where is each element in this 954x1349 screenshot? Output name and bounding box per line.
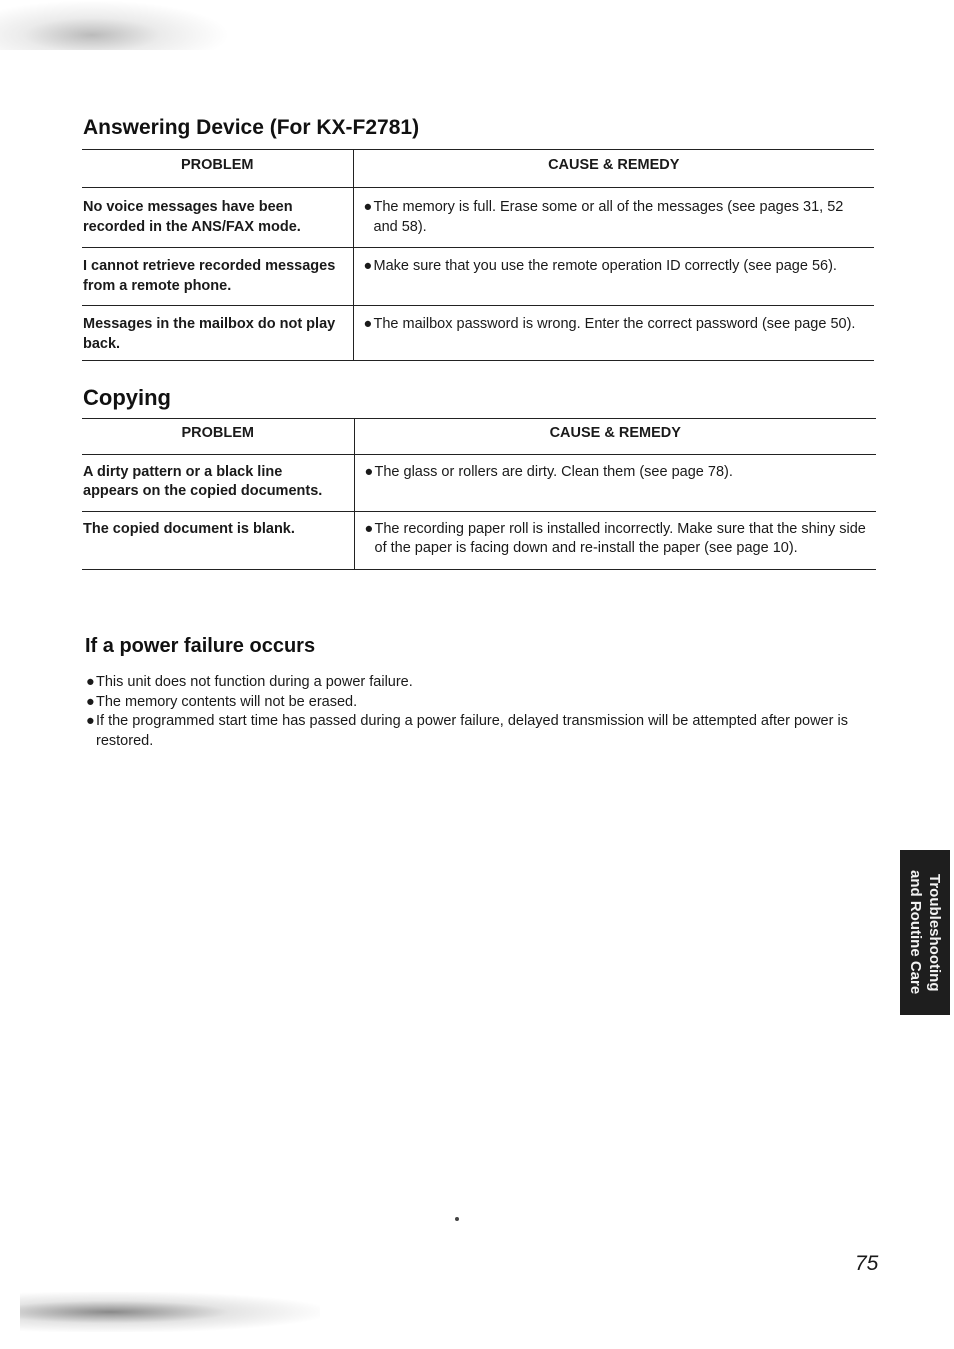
- remedy-cell: [353, 248, 874, 306]
- page-number: 75: [855, 1252, 879, 1275]
- list-item: [86, 693, 876, 713]
- problem-cell: I cannot retrieve recorded messages from a remote phone.: [82, 248, 353, 306]
- list-item: [86, 712, 876, 751]
- list-item-text: If the programmed start time has passed during a power failure, delayed transmission will be attempted after power is restored.: [96, 713, 848, 749]
- problem-cell: No voice messages have been recorded in the ANS/FAX mode.: [82, 188, 353, 248]
- chapter-side-tab: [900, 850, 950, 1015]
- list-item-text: The memory contents will not be erased.: [96, 693, 358, 710]
- list-item-text: This unit does not function during a power failure.: [96, 674, 413, 690]
- copying-table: [82, 418, 876, 570]
- scan-speck: [455, 1217, 459, 1221]
- bullet-icon: ●: [363, 258, 373, 274]
- problem-cell: A dirty pattern or a black line appears on the copied documents.: [82, 454, 354, 511]
- table-row: [82, 511, 876, 569]
- table-header-row: [82, 419, 876, 455]
- bullet-icon: ●: [363, 316, 373, 332]
- remedy-text: The memory is full. Erase some or all of the messages (see pages 31, 52 and 58).: [373, 199, 844, 235]
- section-title-power-failure: If a power failure occurs: [85, 635, 316, 657]
- bullet-icon: ●: [363, 199, 373, 215]
- remedy-cell: [353, 188, 874, 248]
- column-header-problem: PROBLEM: [82, 419, 354, 455]
- column-header-cause-remedy: CAUSE & REMEDY: [353, 150, 874, 188]
- remedy-cell: [354, 511, 876, 569]
- bullet-icon: ●: [364, 463, 374, 480]
- bullet-icon: ●: [86, 713, 95, 729]
- side-tab-label: Troubleshooting and Routine Care: [907, 870, 943, 995]
- remedy-cell: [353, 306, 874, 361]
- answering-device-table: [82, 149, 874, 361]
- column-header-cause-remedy: CAUSE & REMEDY: [354, 419, 876, 455]
- table-row: [82, 306, 874, 361]
- table-header-row: [82, 150, 874, 188]
- remedy-text: The mailbox password is wrong. Enter the correct password (see page 50).: [373, 316, 856, 332]
- table-row: [82, 188, 874, 248]
- problem-cell: Messages in the mailbox do not play back.: [82, 306, 353, 361]
- bullet-icon: ●: [86, 693, 95, 710]
- section-title-answering-device: Answering Device (For KX-F2781): [83, 116, 420, 139]
- power-failure-list: [86, 673, 876, 751]
- list-item: [86, 673, 876, 693]
- section-title-copying: Copying: [83, 385, 171, 410]
- table-row: [82, 248, 874, 306]
- bullet-icon: ●: [364, 520, 374, 537]
- table-row: [82, 454, 876, 511]
- remedy-text: The recording paper roll is installed incorrectly. Make sure that the shiny side of the paper is facing down and re-install the paper (see page 10).: [374, 520, 866, 556]
- bullet-icon: ●: [86, 674, 95, 690]
- remedy-text: The glass or rollers are dirty. Clean them (see page 78).: [374, 463, 733, 480]
- remedy-text: Make sure that you use the remote operation ID correctly (see page 56).: [373, 258, 837, 274]
- scan-artifact-top: [0, 0, 230, 50]
- remedy-cell: [354, 454, 876, 511]
- problem-cell: The copied document is blank.: [82, 511, 354, 569]
- scan-artifact-bottom: [20, 1292, 320, 1332]
- column-header-problem: PROBLEM: [82, 150, 353, 188]
